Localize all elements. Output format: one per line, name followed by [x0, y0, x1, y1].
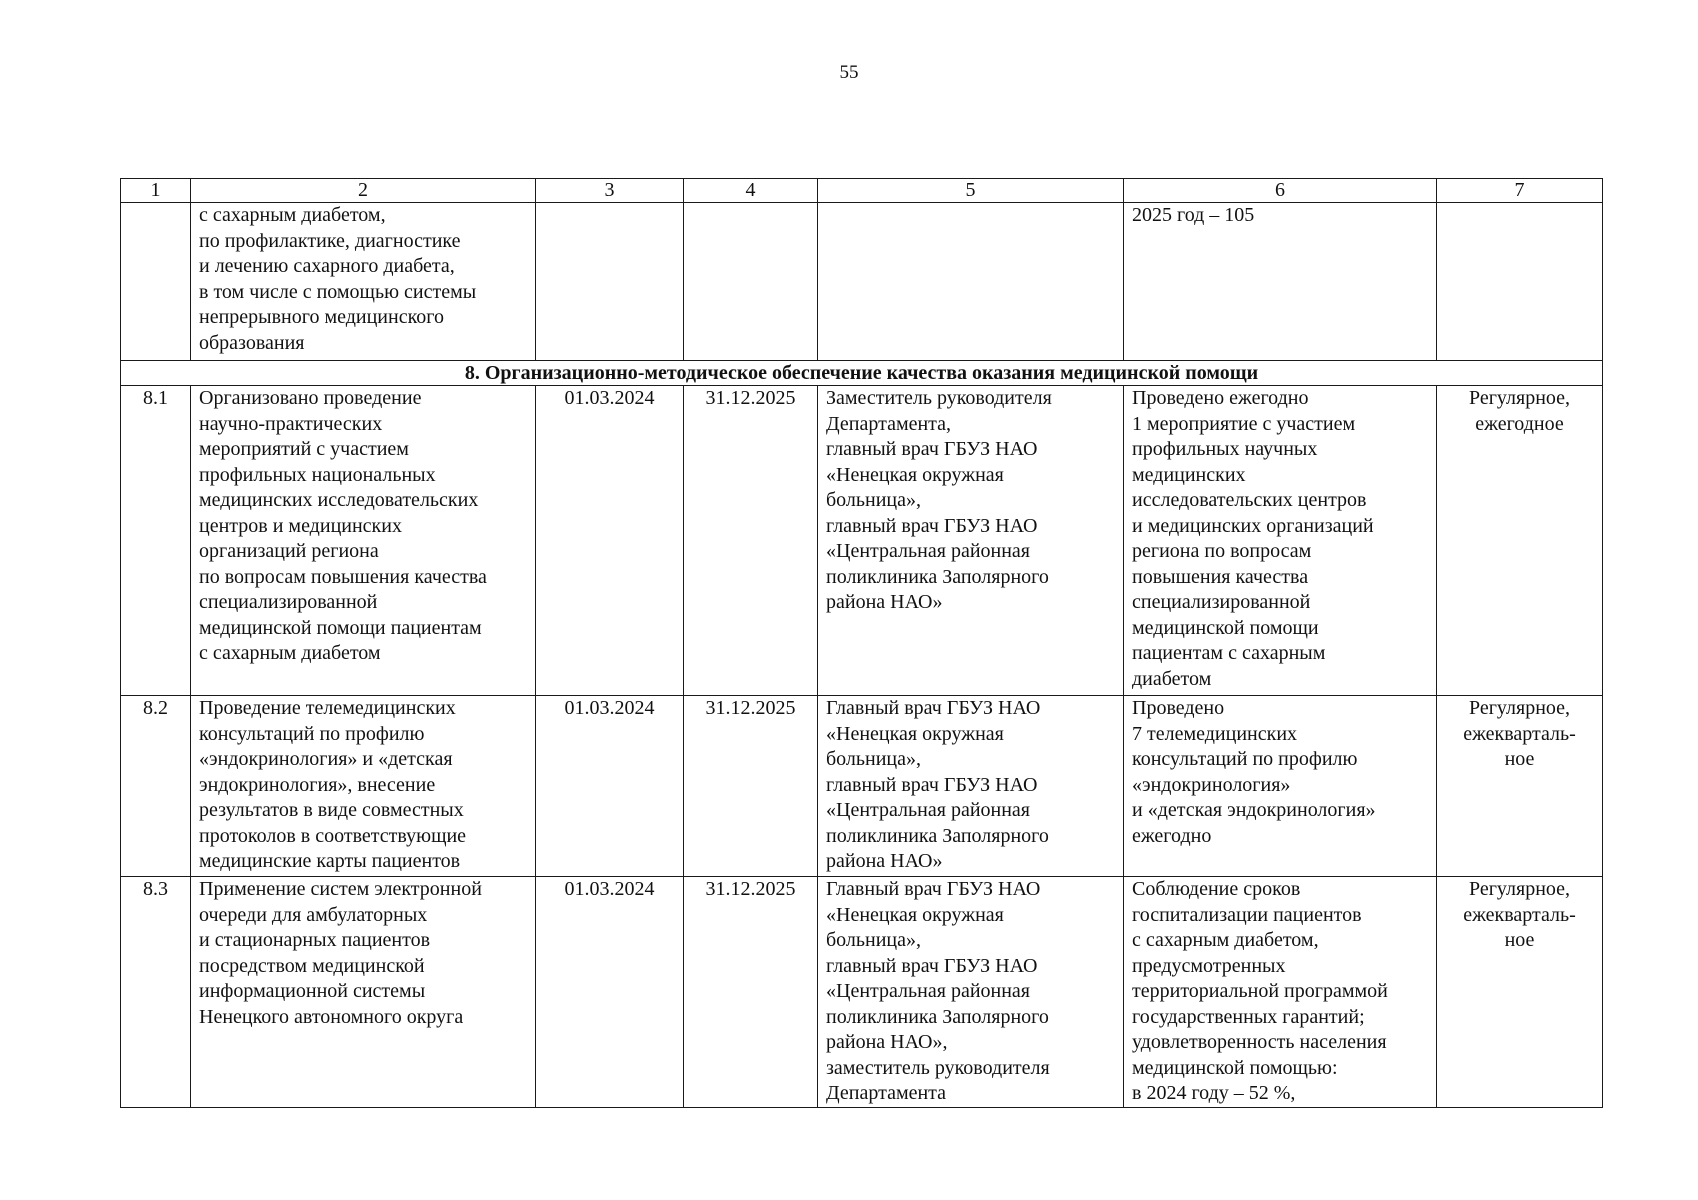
result-line: и «детская эндокринология» — [1132, 799, 1376, 821]
end-date-cell: 31.12.2025 — [684, 696, 818, 877]
event-line: консультаций по профилю — [199, 722, 425, 745]
result-line: Соблюдение сроков — [1132, 878, 1301, 900]
start-date-cell: 01.03.2024 — [536, 386, 684, 696]
responsible-line: главный врач ГБУЗ НАО — [826, 514, 1038, 537]
event-line: по вопросам повышения качества — [199, 565, 487, 588]
result-line: предусмотренных — [1132, 954, 1286, 977]
end-date-cell: 31.12.2025 — [684, 877, 818, 1108]
result-line: госпитализации пациентов — [1132, 903, 1362, 926]
result-line: медицинской помощи — [1132, 616, 1319, 639]
result-line: специализированной — [1132, 591, 1311, 613]
responsible-line: района НАО», — [826, 1031, 948, 1053]
result-line: Проведено — [1132, 697, 1225, 719]
table-row — [121, 696, 1603, 877]
responsible-cell — [818, 877, 1124, 1108]
responsible-line: Главный врач ГБУЗ НАО — [826, 878, 1041, 900]
result-line: региона по вопросам — [1132, 540, 1312, 562]
result-cell — [1124, 386, 1437, 696]
responsible-line: заместитель руководителя — [826, 1056, 1050, 1079]
event-line: Применение систем электронной — [199, 878, 482, 900]
column-number: 6 — [1124, 179, 1437, 203]
event-line: Ненецкого автономного округа — [199, 1005, 464, 1028]
row-number-cell: 8.3 — [121, 877, 191, 1108]
regularity-cell — [1437, 386, 1603, 696]
responsible-line: Главный врач ГБУЗ НАО — [826, 697, 1041, 719]
regularity-line: Регулярное, — [1468, 878, 1571, 900]
continuation-row — [121, 203, 1603, 361]
responsible-line: «Центральная районная — [826, 980, 1031, 1002]
result-line: медицинской помощью: — [1132, 1056, 1338, 1079]
column-number-row — [121, 179, 1603, 203]
event-line: медицинские карты пациентов — [199, 850, 461, 872]
column-number: 7 — [1437, 179, 1603, 203]
event-line: очереди для амбулаторных — [199, 903, 428, 926]
event-line: медицинской помощи пациентам — [199, 616, 482, 639]
table-row — [121, 386, 1603, 696]
responsible-line: «Ненецкая окружная — [826, 463, 1004, 486]
start-date-cell: 01.03.2024 — [536, 696, 684, 877]
column-number: 2 — [191, 179, 536, 203]
event-line: Организовано проведение — [199, 387, 422, 409]
event-line: в том числе с помощью системы — [199, 280, 477, 303]
responsible-line: больница», — [826, 748, 921, 770]
responsible-line: Департамента — [826, 1082, 947, 1104]
row-number-cell: 8.1 — [121, 386, 191, 696]
column-number: 3 — [536, 179, 684, 203]
event-line: центров и медицинских — [199, 514, 402, 537]
result-line: государственных гарантий; — [1132, 1005, 1365, 1028]
event-line: по профилактике, диагностике — [199, 229, 461, 252]
section-row — [121, 361, 1603, 386]
regularity-line: ное — [1504, 929, 1535, 951]
result-line: повышения качества — [1132, 565, 1309, 588]
row-number-cell — [121, 203, 191, 361]
result-line: диабетом — [1132, 667, 1212, 690]
regularity-line: ежекварталь- — [1463, 722, 1576, 745]
start-date-cell: 01.03.2024 — [536, 877, 684, 1108]
event-line: с сахарным диабетом, — [199, 204, 386, 226]
responsible-line: района НАО» — [826, 591, 943, 613]
event-line: медицинских исследовательских — [199, 489, 479, 511]
start-date-cell — [536, 203, 684, 361]
responsible-line: больница», — [826, 929, 921, 951]
page-number: 55 — [839, 62, 859, 83]
event-line: научно-практических — [199, 412, 383, 435]
event-line: специализированной — [199, 591, 378, 613]
responsible-line: главный врач ГБУЗ НАО — [826, 438, 1038, 460]
end-date-cell: 31.12.2025 — [684, 386, 818, 696]
regularity-line: ежекварталь- — [1463, 903, 1576, 926]
result-line: консультаций по профилю — [1132, 748, 1358, 770]
result-line: в 2024 году – 52 %, — [1132, 1082, 1296, 1104]
responsible-line: «Центральная районная — [826, 540, 1031, 562]
responsible-line: поликлиника Заполярного — [826, 824, 1049, 847]
event-line: образования — [199, 331, 305, 354]
regularity-line: Регулярное, — [1468, 697, 1571, 719]
regularity-line: ежегодное — [1475, 412, 1564, 435]
table-row — [121, 877, 1603, 1108]
event-line: результатов в виде совместных — [199, 799, 464, 821]
event-line: «эндокринология» и «детская — [199, 748, 453, 770]
responsible-line: «Ненецкая окружная — [826, 903, 1004, 926]
event-line: информационной системы — [199, 980, 426, 1002]
regularity-line: Регулярное, — [1468, 387, 1571, 409]
responsible-line: Департамента, — [826, 412, 952, 435]
result-line: с сахарным диабетом, — [1132, 929, 1319, 951]
event-cell — [191, 877, 536, 1108]
regularity-line: ное — [1504, 748, 1535, 770]
result-line: пациентам с сахарным — [1132, 642, 1326, 664]
responsible-cell — [818, 203, 1124, 361]
result-line: 2025 год – 105 — [1132, 204, 1255, 226]
responsible-line: «Ненецкая окружная — [826, 722, 1004, 745]
regularity-cell — [1437, 696, 1603, 877]
column-number: 4 — [684, 179, 818, 203]
result-line: 1 мероприятие с участием — [1132, 412, 1356, 435]
event-line: с сахарным диабетом — [199, 642, 381, 664]
result-line: медицинских — [1132, 463, 1246, 486]
responsible-line: поликлиника Заполярного — [826, 1005, 1049, 1028]
result-line: 7 телемедицинских — [1132, 722, 1298, 745]
regularity-cell — [1437, 877, 1603, 1108]
row-number-cell: 8.2 — [121, 696, 191, 877]
event-cell — [191, 203, 536, 361]
event-line: непрерывного медицинского — [199, 306, 444, 328]
responsible-line: «Центральная районная — [826, 799, 1031, 821]
regularity-cell — [1437, 203, 1603, 361]
column-number: 5 — [818, 179, 1124, 203]
event-line: протоколов в соответствующие — [199, 824, 467, 847]
result-line: «эндокринология» — [1132, 773, 1291, 796]
result-cell — [1124, 203, 1437, 361]
responsible-line: поликлиника Заполярного — [826, 565, 1049, 588]
event-line: профильных национальных — [199, 463, 436, 486]
event-cell — [191, 696, 536, 877]
event-line: организаций региона — [199, 540, 379, 562]
event-line: эндокринология», внесение — [199, 773, 436, 796]
responsible-line: района НАО» — [826, 850, 943, 872]
responsible-cell — [818, 696, 1124, 877]
result-line: исследовательских центров — [1132, 489, 1367, 511]
result-line: удовлетворенность населения — [1132, 1031, 1387, 1053]
responsible-line: главный врач ГБУЗ НАО — [826, 773, 1038, 796]
responsible-line: больница», — [826, 489, 921, 511]
end-date-cell — [684, 203, 818, 361]
responsible-cell — [818, 386, 1124, 696]
event-line: мероприятий с участием — [199, 438, 409, 460]
event-line: Проведение телемедицинских — [199, 697, 456, 719]
result-line: территориальной программой — [1132, 980, 1388, 1002]
result-cell — [1124, 696, 1437, 877]
responsible-line: Заместитель руководителя — [826, 387, 1052, 409]
column-number: 1 — [121, 179, 191, 203]
plan-table — [120, 178, 1603, 1108]
result-line: ежегодно — [1132, 824, 1212, 847]
result-line: Проведено ежегодно — [1132, 387, 1309, 409]
event-cell — [191, 386, 536, 696]
result-line: и медицинских организаций — [1132, 514, 1374, 537]
result-cell — [1124, 877, 1437, 1108]
responsible-line: главный врач ГБУЗ НАО — [826, 954, 1038, 977]
event-line: и лечению сахарного диабета, — [199, 255, 455, 277]
result-line: профильных научных — [1132, 438, 1318, 460]
section-title: 8. Организационно-методическое обеспечение качества оказания медицинской помощи — [121, 361, 1603, 386]
event-line: посредством медицинской — [199, 954, 425, 977]
event-line: и стационарных пациентов — [199, 929, 431, 951]
